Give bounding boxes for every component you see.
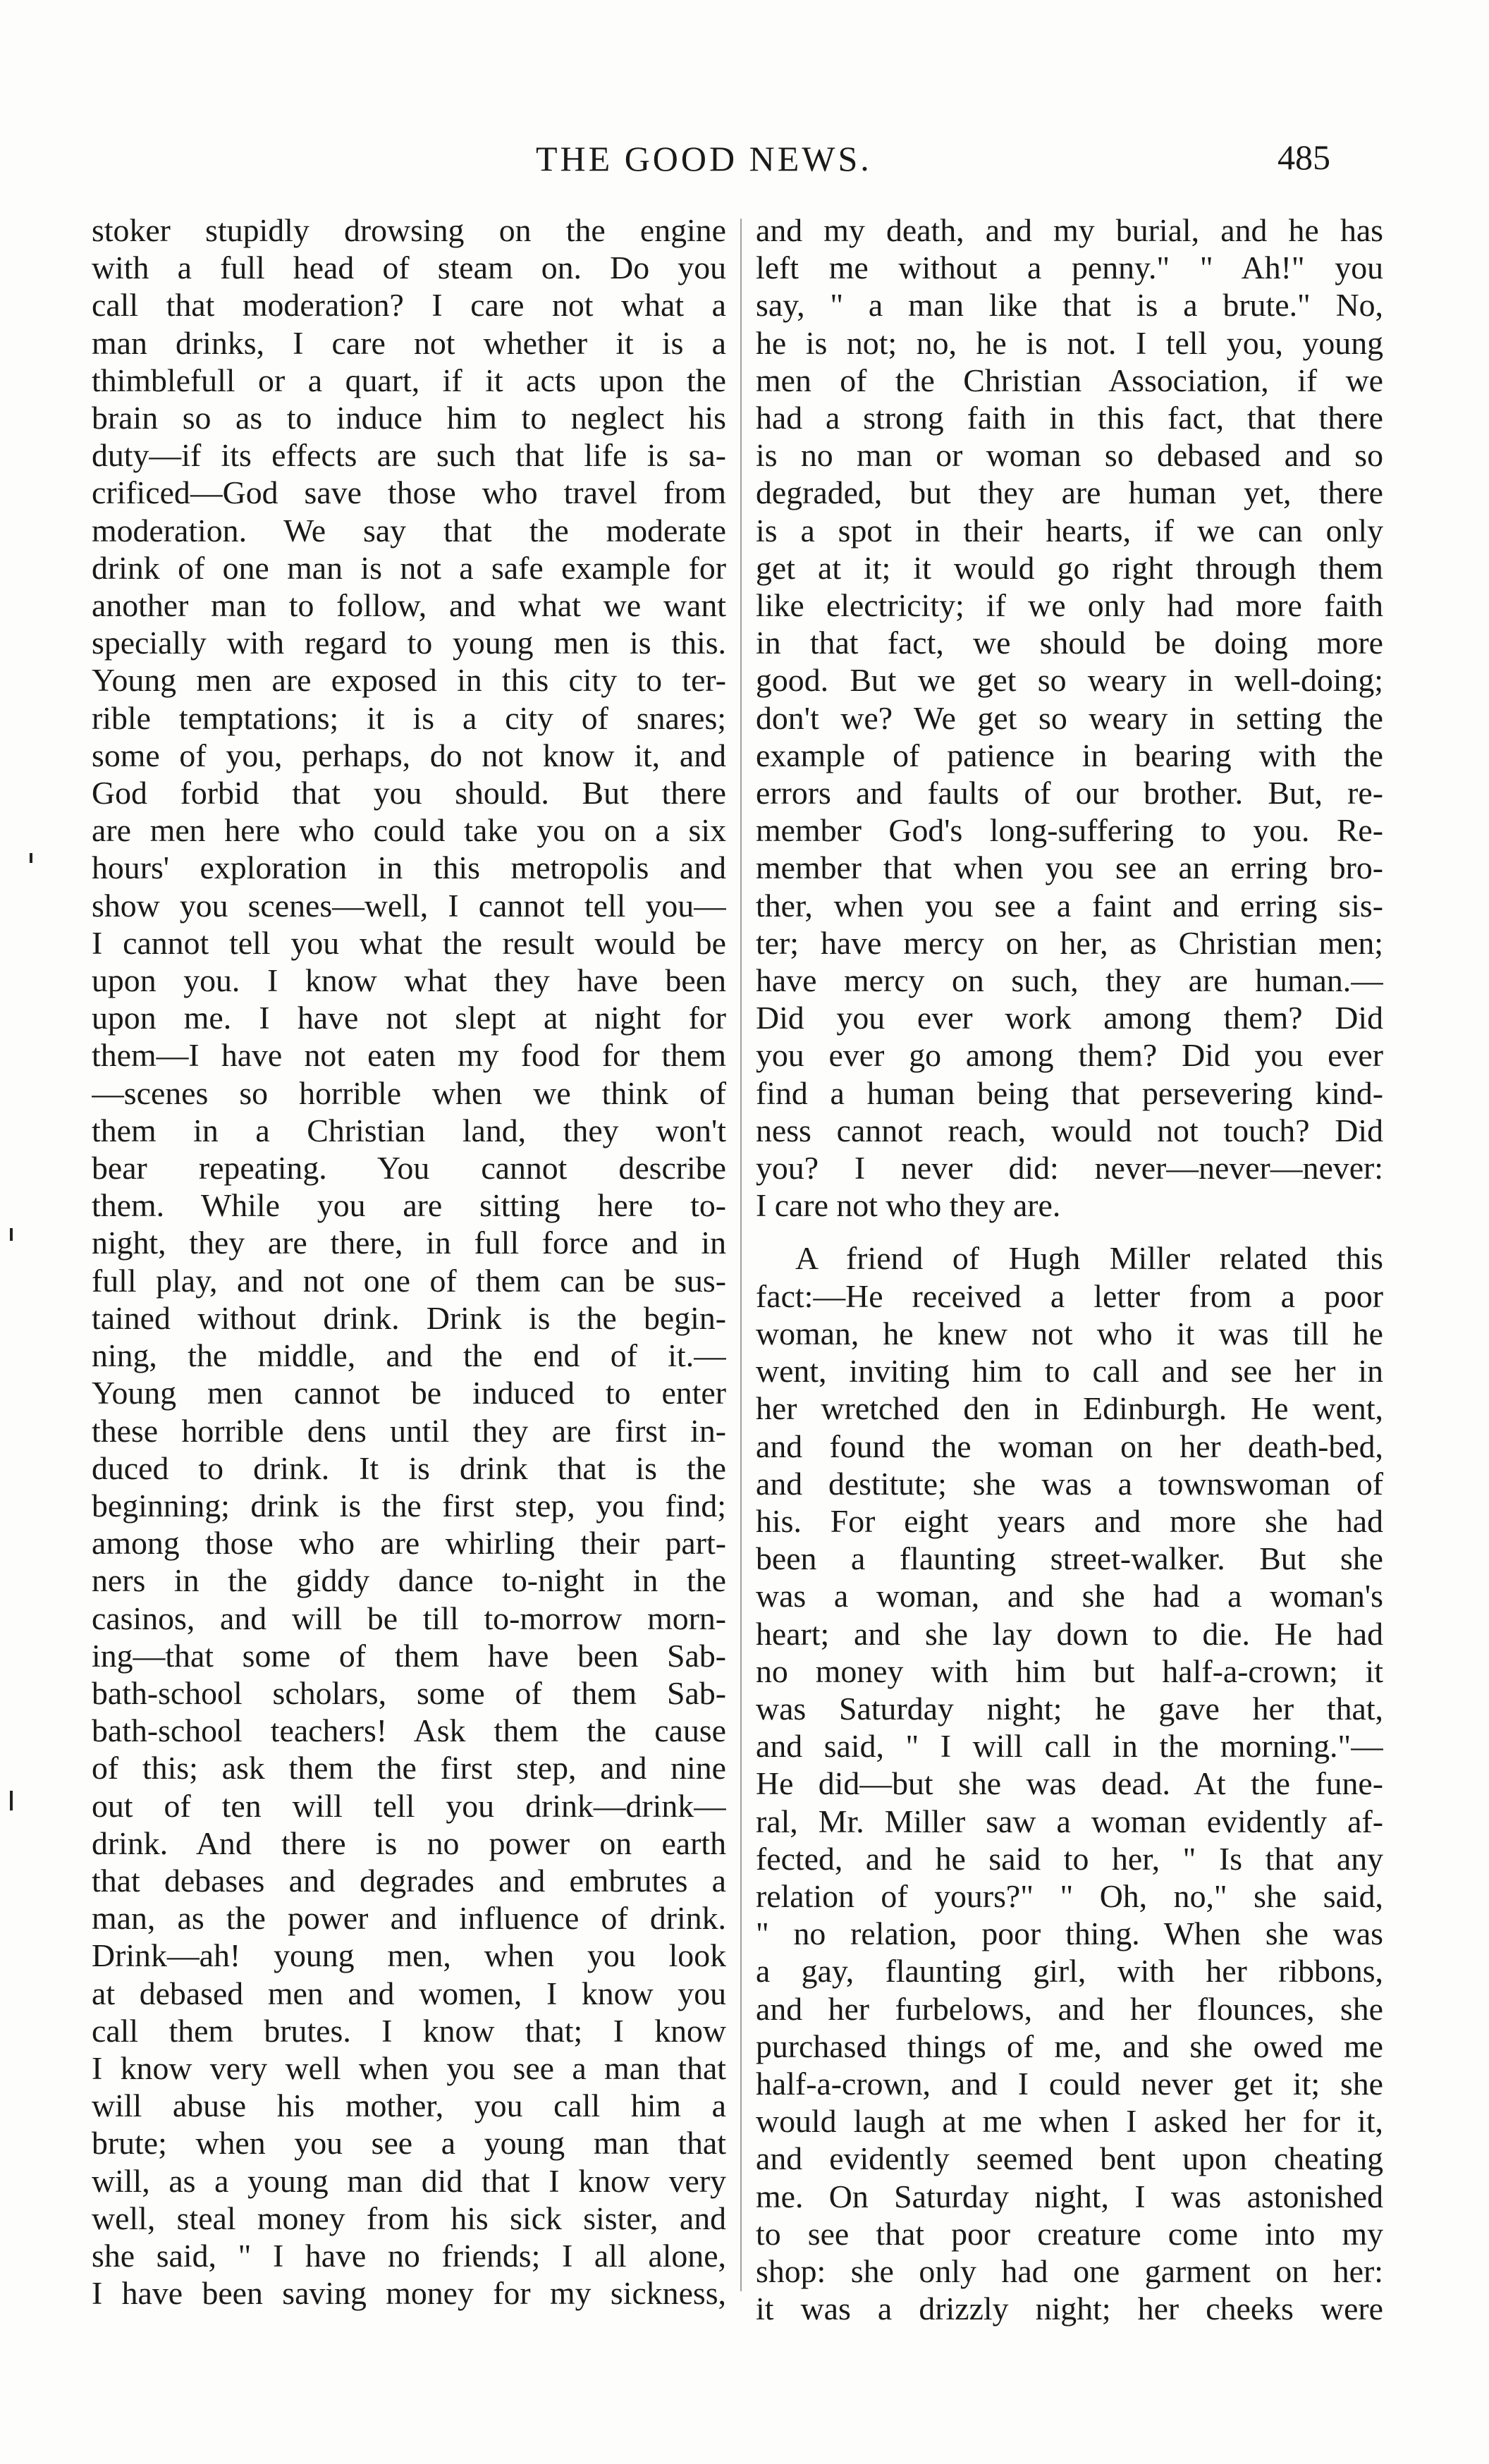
text-line: was Saturday night; he gave her that, <box>756 1690 1383 1727</box>
text-line: will, as a young man did that I know very <box>92 2162 726 2199</box>
text-line: drink of one man is not a safe example for <box>92 549 726 586</box>
text-line: I care not who they are. <box>756 1187 1061 1224</box>
text-line: find a human being that persevering kind- <box>756 1074 1383 1111</box>
text-line: will abuse his mother, you call him a <box>92 2088 726 2124</box>
text-line: and my death, and my burial, and he has <box>756 212 1383 248</box>
text-line: her wretched den in Edinburgh. He went, <box>756 1390 1383 1427</box>
text-line: upon you. I know what they have been <box>92 962 726 999</box>
text-line: night, they are there, in full force and in <box>92 1225 726 1261</box>
text-line: is no man or woman so debased and so <box>756 437 1383 474</box>
text-line: at debased men and women, I know you <box>92 1975 726 2011</box>
text-line: A friend of Hugh Miller related this <box>795 1240 1383 1277</box>
text-line: and evidently seemed bent upon cheating <box>756 2140 1383 2177</box>
text-line: —scenes so horrible when we think of <box>92 1074 726 1111</box>
text-line: duced to drink. It is drink that is the <box>92 1449 726 1486</box>
column-divider <box>740 219 742 2291</box>
text-line: had a strong faith in this fact, that there <box>756 400 1383 436</box>
right-column <box>756 212 1383 2327</box>
text-line: that debases and degrades and embrutes a <box>92 1862 726 1899</box>
text-line: are men here who could take you on a six <box>92 812 726 849</box>
text-line: of this; ask them the first step, and nine <box>92 1750 726 1786</box>
text-line: them in a Christian land, they won't <box>92 1112 726 1148</box>
text-line: among those who are whirling their part- <box>92 1525 726 1562</box>
margin-mark <box>10 1791 13 1810</box>
text-line: been a flaunting street-walker. But she <box>756 1540 1383 1577</box>
paragraph <box>756 1239 1383 2327</box>
text-line: like electricity; if we only had more faith <box>756 587 1383 624</box>
text-line: say, " a man like that is a brute." No, <box>756 287 1383 324</box>
paragraph-gap <box>756 1224 1383 1239</box>
text-line: man drinks, I care not whether it is a <box>92 324 726 361</box>
text-line: degraded, but they are human yet, there <box>756 474 1383 511</box>
text-line: ners in the giddy dance to-night in the <box>92 1562 726 1599</box>
text-line: fact:—He received a letter from a poor <box>756 1277 1383 1314</box>
left-column <box>92 212 726 2312</box>
text-line: ter; have mercy on her, as Christian men; <box>756 924 1383 961</box>
text-line: and found the woman on her death-bed, <box>756 1428 1383 1464</box>
text-line: drink. And there is no power on earth <box>92 1825 726 1861</box>
text-line: show you scenes—well, I cannot tell you— <box>92 887 726 924</box>
text-line: Young men cannot be induced to enter <box>92 1375 726 1411</box>
text-line: stoker stupidly drowsing on the engine <box>92 212 726 248</box>
text-line: bear repeating. You cannot describe <box>92 1150 726 1187</box>
text-line: thimblefull or a quart, if it acts upon the <box>92 362 726 398</box>
text-line: moderation. We say that the moderate <box>92 512 726 548</box>
text-line: is a spot in their hearts, if we can only <box>756 512 1383 548</box>
text-line: I have been saving money for my sickness, <box>92 2275 726 2312</box>
text-line: ness cannot reach, would not touch? Did <box>756 1112 1383 1148</box>
text-line: beginning; drink is the first step, you find; <box>92 1487 726 1524</box>
text-line: she said, " I have no friends; I all alone, <box>92 2237 726 2274</box>
text-line: ral, Mr. Miller saw a woman evidently af- <box>756 1803 1383 1839</box>
text-line: and destitute; she was a townswoman of <box>756 1465 1383 1502</box>
text-line: upon me. I have not slept at night for <box>92 1000 726 1036</box>
text-line: He did—but she was dead. At the fune- <box>756 1765 1383 1802</box>
text-line: his. For eight years and more she had <box>756 1502 1383 1539</box>
text-line: man, as the power and influence of drink. <box>92 1900 726 1937</box>
text-line: full play, and not one of them can be sus- <box>92 1262 726 1299</box>
text-line: hours' exploration in this metropolis and <box>92 850 726 886</box>
text-line: I know very well when you see a man that <box>92 2049 726 2086</box>
text-line: brute; when you see a young man that <box>92 2125 726 2162</box>
text-line: bath-school teachers! Ask them the cause <box>92 1712 726 1749</box>
text-line: and said, " I will call in the morning."— <box>756 1728 1383 1765</box>
text-line: some of you, perhaps, do not know it, and <box>92 737 726 773</box>
text-line: I cannot tell you what the result would be <box>92 924 726 961</box>
text-line: no money with him but half-a-crown; it <box>756 1653 1383 1689</box>
text-line: purchased things of me, and she owed me <box>756 2028 1383 2064</box>
text-line: ther, when you see a faint and erring sis- <box>756 887 1383 924</box>
text-line: men of the Christian Association, if we <box>756 362 1383 398</box>
text-line: bath-school scholars, some of them Sab- <box>92 1674 726 1711</box>
margin-mark <box>10 1228 13 1241</box>
text-line: errors and faults of our brother. But, re- <box>756 775 1383 811</box>
paragraph <box>756 212 1383 1224</box>
text-line: and her furbelows, and her flounces, she <box>756 1990 1383 2027</box>
text-line: left me without a penny." " Ah!" you <box>756 250 1383 286</box>
text-line: Drink—ah! young men, when you look <box>92 1937 726 1974</box>
text-line: God forbid that you should. But there <box>92 775 726 811</box>
text-line: don't we? We get so weary in setting the <box>756 699 1383 736</box>
text-line: went, inviting him to call and see her in <box>756 1353 1383 1390</box>
text-line: Did you ever work among them? Did <box>756 1000 1383 1036</box>
text-line: have mercy on such, they are human.— <box>756 962 1383 999</box>
text-line: another man to follow, and what we want <box>92 587 726 624</box>
text-line: it was a drizzly night; her cheeks were <box>756 2291 1383 2327</box>
text-line: example of patience in bearing with the <box>756 737 1383 773</box>
text-line: in that fact, we should be doing more <box>756 625 1383 661</box>
text-line: me. On Saturday night, I was astonished <box>756 2178 1383 2214</box>
text-line: shop: she only had one garment on her: <box>756 2252 1383 2289</box>
text-line: crificed—God save those who travel from <box>92 474 726 511</box>
text-line: ning, the middle, and the end of it.— <box>92 1337 726 1374</box>
margin-mark <box>30 853 32 863</box>
text-line: heart; and she lay down to die. He had <box>756 1615 1383 1652</box>
running-head: THE GOOD NEWS. <box>536 139 872 178</box>
text-line: a gay, flaunting girl, with her ribbons, <box>756 1953 1383 1990</box>
text-line: well, steal money from his sick sister, and <box>92 2200 726 2236</box>
text-line: duty—if its effects are such that life is sa- <box>92 437 726 474</box>
text-line: you? I never did: never—never—never: <box>756 1150 1383 1187</box>
text-line: member that when you see an erring bro- <box>756 850 1383 886</box>
text-line: call them brutes. I know that; I know <box>92 2012 726 2049</box>
text-line: get at it; it would go right through them <box>756 549 1383 586</box>
text-line: " no relation, poor thing. When she was <box>756 1916 1383 1952</box>
text-line: out of ten will tell you drink—drink— <box>92 1787 726 1824</box>
text-line: good. But we get so weary in well-doing; <box>756 662 1383 699</box>
text-line: ing—that some of them have been Sab- <box>92 1637 726 1674</box>
page-number: 485 <box>1277 137 1330 177</box>
text-line: member God's long-suffering to you. Re- <box>756 812 1383 849</box>
text-line: fected, and he said to her, " Is that any <box>756 1840 1383 1877</box>
text-line: was a woman, and she had a woman's <box>756 1578 1383 1614</box>
text-line: rible temptations; it is a city of snares; <box>92 699 726 736</box>
text-line: casinos, and will be till to-morrow morn- <box>92 1600 726 1636</box>
text-line: would laugh at me when I asked her for it, <box>756 2103 1383 2140</box>
text-line: to see that poor creature come into my <box>756 2215 1383 2252</box>
text-line: call that moderation? I care not what a <box>92 287 726 324</box>
text-line: these horrible dens until they are first in- <box>92 1412 726 1449</box>
text-line: half-a-crown, and I could never get it; she <box>756 2065 1383 2102</box>
text-line: Young men are exposed in this city to ter- <box>92 662 726 699</box>
text-line: brain so as to induce him to neglect his <box>92 400 726 436</box>
text-line: relation of yours?" " Oh, no," she said, <box>756 1877 1383 1914</box>
text-line: tained without drink. Drink is the begin- <box>92 1299 726 1336</box>
text-line: you ever go among them? Did you ever <box>756 1037 1383 1074</box>
text-line: with a full head of steam on. Do you <box>92 250 726 286</box>
text-line: specially with regard to young men is this. <box>92 625 726 661</box>
text-line: woman, he knew not who it was till he <box>756 1315 1383 1351</box>
text-line: them. While you are sitting here to- <box>92 1187 726 1224</box>
text-line: he is not; no, he is not. I tell you, young <box>756 324 1383 361</box>
text-line: them—I have not eaten my food for them <box>92 1037 726 1074</box>
